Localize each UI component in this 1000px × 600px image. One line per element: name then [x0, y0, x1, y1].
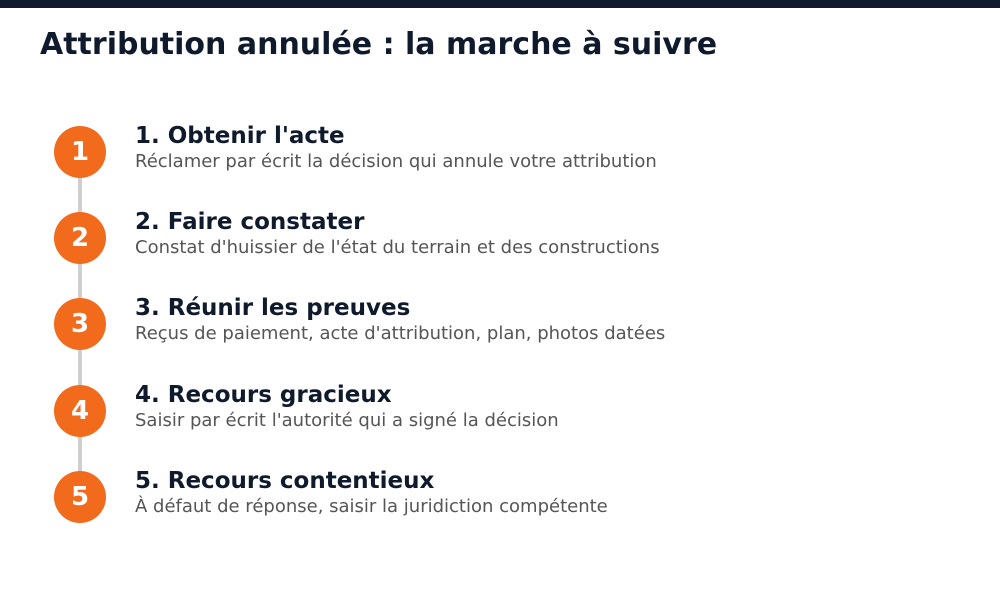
step-number-badge: 5 [54, 471, 106, 523]
step-description: Reçus de paiement, acte d'attribution, plan, photos datées [135, 323, 666, 344]
step-title: 3. Réunir les preuves [135, 295, 411, 321]
step-title: 4. Recours gracieux [135, 382, 392, 408]
step-3 [0, 295, 1000, 378]
step-description: Constat d'huissier de l'état du terrain et des constructions [135, 237, 660, 258]
step-description: À défaut de réponse, saisir la juridiction compétente [135, 496, 608, 517]
step-title: 1. Obtenir l'acte [135, 123, 345, 149]
step-number-badge: 1 [54, 126, 106, 178]
top-accent-bar [0, 0, 1000, 8]
step-2 [0, 209, 1000, 292]
page-title: Attribution annulée : la marche à suivre [40, 27, 718, 62]
step-number-badge: 4 [54, 385, 106, 437]
step-5 [0, 468, 1000, 551]
step-number-badge: 3 [54, 298, 106, 350]
step-title: 5. Recours contentieux [135, 468, 435, 494]
step-1 [0, 123, 1000, 206]
step-description: Saisir par écrit l'autorité qui a signé la décision [135, 410, 559, 431]
step-number-badge: 2 [54, 212, 106, 264]
step-title: 2. Faire constater [135, 209, 365, 235]
step-4 [0, 382, 1000, 465]
step-description: Réclamer par écrit la décision qui annule votre attribution [135, 151, 657, 172]
